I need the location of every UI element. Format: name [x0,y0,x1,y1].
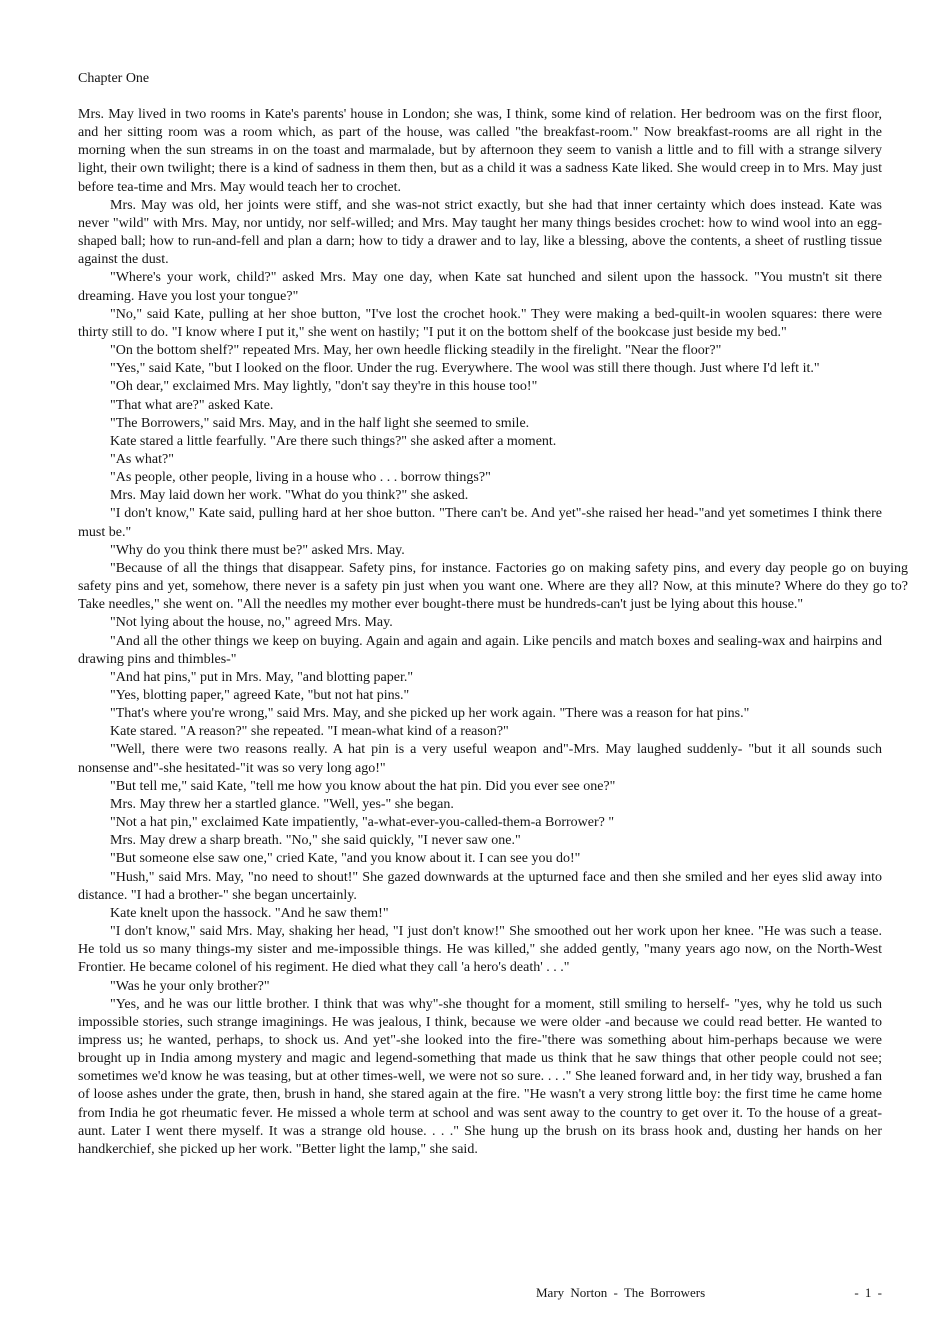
paragraph: Kate stared. "A reason?" she repeated. "I mean-what kind of a reason?" [110,724,509,740]
paragraph: "As people, other people, living in a house who . . . borrow things?" [110,470,491,486]
paragraph: "And hat pins," put in Mrs. May, "and blotting paper." [110,669,414,685]
paragraph: "That's where you're wrong," said Mrs. May, and she picked up her work again. "There was a reason for hat pins." [110,706,750,722]
chapter-title: Chapter One [78,71,150,86]
paragraph: "Not a hat pin," exclaimed Kate impatiently, "a-what-ever-you-called-them-a Borrower? " [110,815,615,831]
paragraph: Mrs. May drew a sharp breath. "No," she said quickly, "I never saw one." [110,833,521,849]
paragraph: "And all the other things we keep on buying. Again and again and again. Like pencils and match boxes and sealing-wax and hairpins and drawing pins and thimbles-" [78,633,882,667]
paragraph: "Where's your work, child?" asked Mrs. May one day, when Kate sat hunched and silent upon the hassock. "You mustn't sit there dreaming. Have you lost your tongue?" [78,270,882,304]
paragraph: "Well, there were two reasons really. A hat pin is a very useful weapon and"-Mrs. May laughed suddenly- "but it all sounds such nonsense and"-she hesitated-"it was so very long ago!" [78,742,882,776]
paragraph: "That what are?" asked Kate. [110,397,274,413]
paragraph: Mrs. May lived in two rooms in Kate's parents' house in London; she was, I think, some kind of relation. Her bedroom was on the first floor, and her sitting room was a room which, as part of the house, was called "the breakfast-room." Now breakfast-rooms are all right in the morning when the sun streams in on the toast and marmalade, but by afternoon they seem to vanish a little and to fill with a strange silvery light, their own twilight; there is a kind of sadness in them then, but as a child it was a sadness Kate liked. She would creep in to Mrs. May just before tea-time and Mrs. May would teach her to crochet. [78,107,882,195]
paragraph: "I don't know," said Mrs. May, shaking her head, "I just don't know!" She smoothed out her work upon her knee. "He was such a tease. He told us so many things-my sister and me-impossible things. He was killed," she added gently, "many years ago now, on the North-West Frontier. He became colonel of his regiment. He died what they call 'a hero's death' . . ." [78,924,882,976]
page-number: - 1 - [854,1285,882,1300]
paragraph: "Not lying about the house, no," agreed Mrs. May. [110,615,393,631]
paragraph: "Yes, and he was our little brother. I think that was why"-she thought for a moment, still smiling to herself- "yes, why he told us such impossible stories, such strange imaginings. He was jealous, I think, because we were older -and because we could read better. He wanted to impress us; he wanted, perhaps, to shock us. And yet"-she looked into the fire-"there was something about him-perhaps because we were brought up in India among mystery and magic and legend-something that made us think that he saw things that other people could not see; sometimes we'd know he was teasing, but at other times-well, we were not so sure. . . ." She leaned forward and, in her tidy way, brushed a fan of loose ashes under the grate, then, brush in hand, she stared again at the fire. "He wasn't a very strong little boy: the first time he came home from India he got rheumatic fever. He missed a whole term at school and was sent away to the country to get over it. To the house of a great-aunt. Later I went there myself. It was a strange old house. . . ." She hung up the brush on its brass hook and, dusting her hands on her handkerchief, she picked up her work. "Better light the lamp," she said. [78,996,882,1157]
paragraph: Mrs. May was old, her joints were stiff, and she was-not strict exactly, but she had that inner certainty which does instead. Kate was never "wild" with Mrs. May, nor untidy, nor self-willed; and Mrs. May taught her many things besides crochet: how to wind wool into an egg-shaped ball; how to run-and-fell and plan a darn; how to tidy a drawer and to lay, like a blessing, above the contents, a sheet of rustling tissue against the dust. [78,197,882,268]
paragraph: "As what?" [110,451,174,467]
paragraph: Kate knelt upon the hassock. "And he saw them!" [110,905,389,921]
paragraph: "On the bottom shelf?" repeated Mrs. May, her own heedle flicking steadily in the firelight. "Near the floor?" [110,343,722,359]
paragraph: "But someone else saw one," cried Kate, "and you know about it. I can see you do!" [110,851,581,867]
paragraph: "Why do you think there must be?" asked Mrs. May. [110,542,405,558]
paragraph: Mrs. May threw her a startled glance. "Well, yes-" she began. [110,796,454,812]
chapter-body [78,106,908,1159]
paragraph: "Because of all the things that disappear. Safety pins, for instance. Factories go on making safety pins, and every day people go on buying safety pins and yet, somehow, there never is a safety pin just when you want one. Where are they all? Now, at this minute? Where do they go to? Take needles," she went on. "All the needles my mother ever bought-there must be hundreds-can't just be lying about this house." [78,560,908,613]
paragraph: "The Borrowers," said Mrs. May, and in the half light she seemed to smile. [110,415,530,431]
paragraph: "Hush," said Mrs. May, "no need to shout!" She gazed downwards at the upturned face and then she smiled and her eyes slid away into distance. "I had a brother-" she began uncertainly. [78,869,882,903]
paragraph: "I don't know," Kate said, pulling hard at her shoe button. "There can't be. And yet"-she raised her head-"and yet sometimes I think there must be." [78,506,882,540]
paragraph: "No," said Kate, pulling at her shoe button, "I've lost the crochet hook." They were making a bed-quilt-in woolen squares: there were thirty still to do. "I know where I put it," she went on hastily; "I put it on the bottom shelf of the bookcase just beside my bed." [78,306,882,340]
footer-credit: Mary Norton - The Borrowers [536,1285,706,1300]
paragraph: Mrs. May laid down her work. "What do you think?" she asked. [110,488,469,504]
paragraph: "Oh dear," exclaimed Mrs. May lightly, "don't say they're in this house too!" [110,379,538,395]
paragraph: "But tell me," said Kate, "tell me how you know about the hat pin. Did you ever see one?" [110,778,616,794]
paragraph: Kate stared a little fearfully. "Are there such things?" she asked after a moment. [110,433,557,449]
paragraph: "Yes," said Kate, "but I looked on the floor. Under the rug. Everywhere. The wool was still there though. Just where I'd left it." [110,361,820,377]
paragraph: "Yes, blotting paper," agreed Kate, "but not hat pins." [110,688,410,703]
paragraph: "Was he your only brother?" [110,978,270,994]
